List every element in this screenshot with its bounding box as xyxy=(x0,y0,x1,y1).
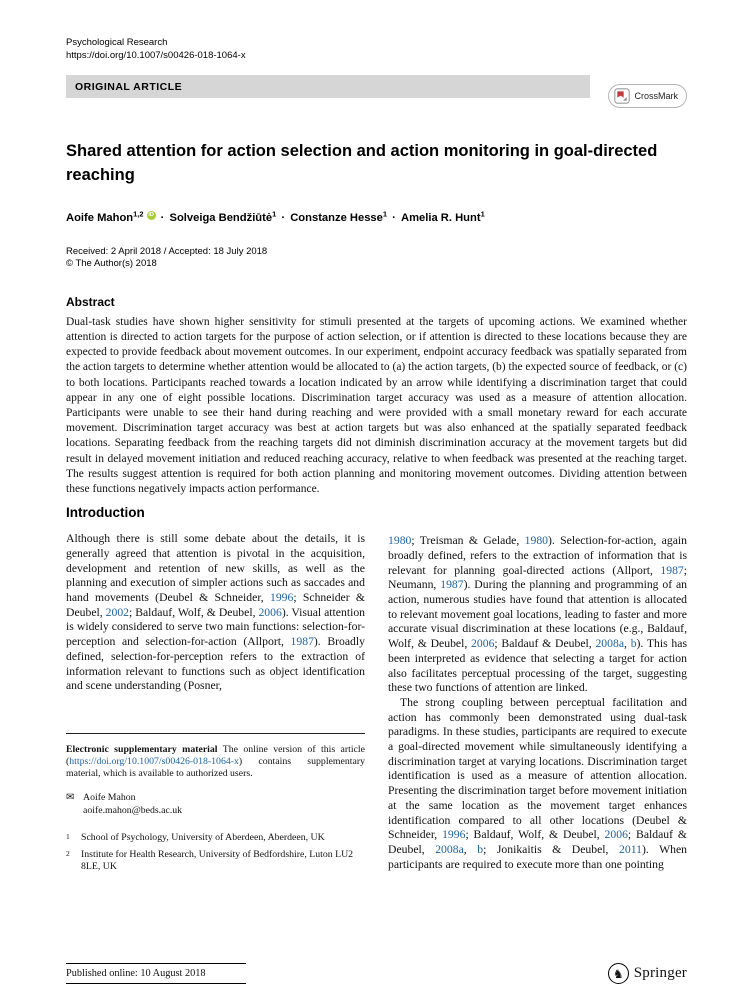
springer-wordmark: Springer xyxy=(633,965,687,981)
received-accepted: Received: 2 April 2018 / Accepted: 18 July 2018 xyxy=(66,245,268,257)
citation-link[interactable]: b xyxy=(630,637,637,651)
introduction-heading: Introduction xyxy=(66,505,145,521)
article-title: Shared attention for action selection and action monitoring in goal-directed reaching xyxy=(66,142,658,184)
supplementary-note: Electronic supplementary material The online version of this article (https://doi.org/10.1007/s00426-018-1064-x) contains supplementary material, which is available to authorized users. xyxy=(66,744,365,779)
author-separator: · xyxy=(389,211,399,224)
abstract-text: Dual-task studies have shown higher sensitivity for stimuli presented at the targets of upcoming actions. We examined whether attention is directed to action targets for the purpose of action selection, or if attention is directed to these locations because they are expected to provide feedback about movement outcomes. In our experiment, endpoint accuracy feedback was spatially separated from the action targets to determine whether attention would be allocated to (a) the action targets, (b) the expected source of feedback, or (c) to both locations. Participants reached towards a location indicated by an arrow while identifying a discrimination target that could appear in any one of eight possible locations. Discrimination target accuracy was used as a measure of attention allocation. Participants were unable to see their hand during reaching and were provided with a small monetary reward for each accurate movement. Discrimination target accuracy was best at action targets but was also enhanced at the spatially separated feedback locations. Separating feedback from the reaching targets did not diminish discrimination accuracy at the movement targets but did result in delayed movement initiation and reduced reaching accuracy, relative to when feedback was presented at the reaching target. The results suggest attention is required for both action planning and monitoring movement outcomes. Dividing attention between these functions negatively impacts action performance. xyxy=(66,315,687,495)
envelope-icon: ✉ xyxy=(66,792,75,804)
citation-link[interactable]: 2008a xyxy=(595,637,624,651)
citation-link[interactable]: 1996 xyxy=(442,828,466,842)
citation-link[interactable]: 2006 xyxy=(258,605,282,619)
copyright-line: © The Author(s) 2018 xyxy=(66,258,157,270)
crossmark-icon xyxy=(614,88,630,104)
correspondence-block xyxy=(66,792,365,817)
citation-link[interactable]: 2002 xyxy=(105,605,129,619)
author: Solveiga Bendžiūtė$^1$ xyxy=(169,209,277,224)
right-column xyxy=(388,505,687,872)
article-type-banner: ORIGINAL ARTICLE xyxy=(66,75,590,98)
citation-link[interactable]: 2011 xyxy=(619,842,642,856)
corresponding-author-name: Aoife Mahon xyxy=(83,792,136,804)
intro-paragraph-left: Although there is still some debate about the details, it is generally agreed that attention is pivotal in the acquisition, development and retention of new skills, as well as the planning and execution of simpler actions such as saccades and hand movements (Deubel & Schneider, 1996; Schneider & Deubel, 2002; Baldauf, Wolf, & Deubel, 2006). Visual attention is widely considered to serve two main functions: selection-for-perception and selection-for-action (Allport, 1987). Broadly defined, selection-for-perception refers to the extraction of information relevant to functions such as object identification and scene understanding (Posner, xyxy=(66,532,366,693)
footnote-block xyxy=(66,719,365,872)
citation-link[interactable]: 1987 xyxy=(440,578,464,592)
author: Amelia R. Hunt$^1$ xyxy=(401,209,485,224)
citation-link[interactable]: 1996 xyxy=(269,590,294,604)
author: Constanze Hesse$^1$ xyxy=(290,209,388,224)
intro-paragraph-right-2: The strong coupling between perceptual facilitation and action has commonly been demonstrated using dual-task paradigms. In these studies, participants are required to execute a goal-directed movement while simultaneously identifying a discrimination target at varying locations. Discrimination target identification is used as a measure of attention allocation. Presenting the discrimination target before movement initiation at the same location as the movement target enhances identification compared to all other locations (Deubel & Schneider, 1996; Baldauf, Wolf, & Deubel, 2006; Baldauf & Deubel, 2008a, b; Jonikaitis & Deubel, 2011). When participants are required to execute more than one pointing xyxy=(388,695,687,871)
email-link[interactable]: aoife.mahon@beds.ac.uk xyxy=(83,804,183,816)
footnote-rule xyxy=(66,733,365,734)
crossmark-badge[interactable] xyxy=(608,84,687,108)
author: Aoife Mahon$^{1,2}$ iD xyxy=(66,209,154,224)
journal-name: Psychological Research xyxy=(66,37,168,48)
springer-logo xyxy=(608,963,687,984)
contact-spacer xyxy=(66,805,83,818)
article-dates xyxy=(66,246,687,271)
citation-link[interactable]: 1980 xyxy=(388,534,412,548)
citation-link[interactable]: 2008a xyxy=(435,842,464,856)
author-list xyxy=(66,209,687,224)
published-online: Published online: 10 August 2018 xyxy=(66,963,246,984)
springer-horse-icon: ♞ xyxy=(608,963,629,984)
author-separator: · xyxy=(278,211,289,224)
abstract-heading: Abstract xyxy=(66,294,115,309)
citation-link[interactable]: b xyxy=(477,842,484,856)
orcid-icon[interactable]: iD xyxy=(148,212,154,218)
affiliation: 2 Institute for Health Research, University of Bedfordshire, Luton LU2 8LE, UK xyxy=(66,848,354,872)
doi-line: https://doi.org/10.1007/s00426-018-1064-x xyxy=(66,50,246,61)
affiliation: 1 School of Psychology, University of Aberdeen, Aberdeen, UK xyxy=(66,832,325,844)
journal-header xyxy=(66,36,687,62)
citation-link[interactable]: 1987 xyxy=(290,635,314,649)
left-column xyxy=(66,505,365,872)
intro-paragraph-right-1: 1980; Treisman & Gelade, 1980). Selection-for-action, again broadly defined, refers to the extraction of information that is relevant for planning goal-directed actions (Allport, 1987; Neumann, 1987). During the planning and programming of an action, numerous studies have found that attention is allocated to relevant movement goal locations, leading to faster and more accurate visual discrimination at these locations (e.g., Baldauf, Wolf, & Deubel, 2006; Baldauf & Deubel, 2008a, b). This has been interpreted as evidence that selecting a target for action also facilitates perceptual processing of the target, suggesting these two functions of attention are linked. xyxy=(388,534,688,695)
doi-link[interactable]: https://doi.org/10.1007/s00426-018-1064-x xyxy=(69,755,239,767)
body-columns xyxy=(66,505,687,872)
citation-link[interactable]: 1980 xyxy=(524,534,549,548)
author-separator: · xyxy=(157,211,168,224)
page-footer xyxy=(66,963,687,984)
banner-row xyxy=(66,75,687,108)
citation-link[interactable]: 2006 xyxy=(471,637,495,651)
footnote-lead: Electronic supplementary material xyxy=(66,744,218,756)
citation-link[interactable]: 1987 xyxy=(660,563,684,577)
affiliation-list xyxy=(66,832,365,872)
crossmark-label: CrossMark xyxy=(634,91,678,101)
citation-link[interactable]: 2006 xyxy=(604,828,628,842)
